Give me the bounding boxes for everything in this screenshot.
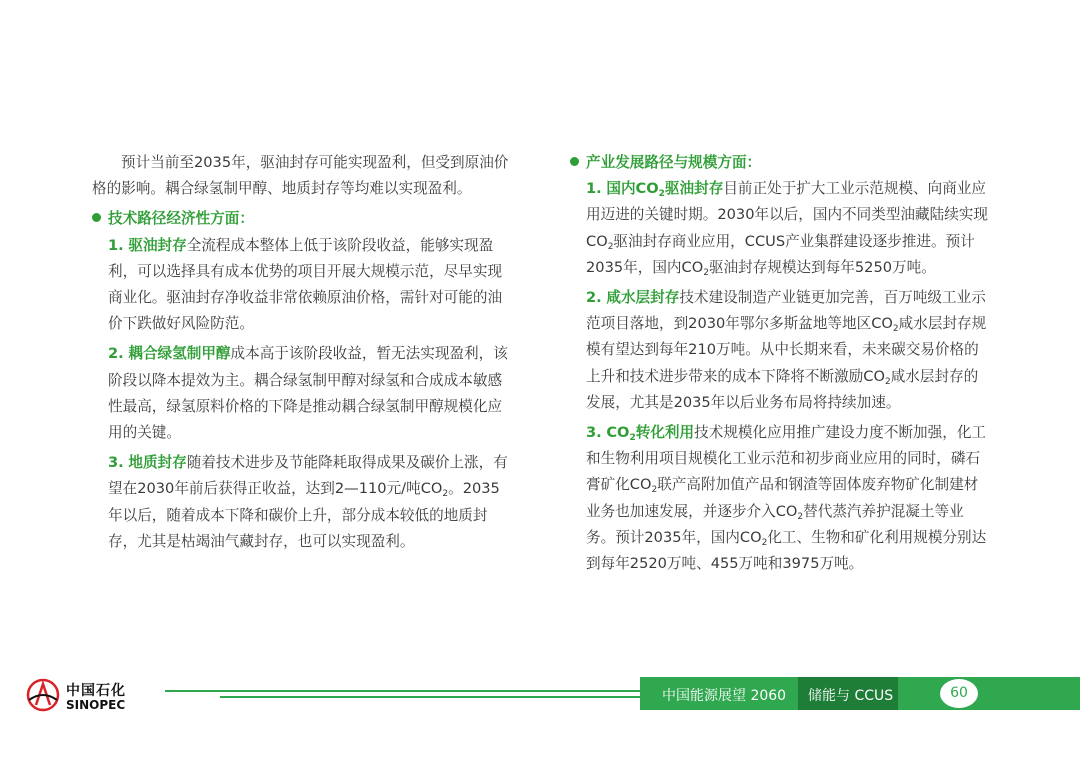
report-title: 中国能源展望 2060 bbox=[662, 688, 787, 704]
intro-paragraph: 预计当前至2035年，驱油封存可能实现盈利，但受到原油价格的影响。耦合绿氢制甲醇、地质封存等均难以实现盈利。 bbox=[92, 154, 509, 198]
logo-text-cn: 中国石化 bbox=[66, 683, 126, 699]
list-item: 3. $CO_2$转化利用技术规模化应用推广建设力度不断加强，化工和生物利用项目规模化工业示范和初步商业应用的同时，磷石膏矿化$CO_2$联产高附加值产品和钢渣等固体废弃物矿化制建材业务也加速发展，并逐步介入$CO_2$替代蒸汽养护混凝土等业务。预计2035年，国内$CO_2$化工、生物和矿化利用规模分别达到每年2520万吨、455万吨和3975万吨。 bbox=[586, 424, 987, 573]
sinopec-emblem-icon bbox=[26, 678, 60, 712]
section-heading-tech-economics: 技术路径经济性方面： bbox=[92, 206, 512, 232]
sinopec-logo bbox=[26, 676, 146, 716]
right-column bbox=[570, 150, 990, 577]
list-item: 3. 地质封存随着技术进步及节能降耗取得成果及碳价上涨，有望在2030年前后获得正收益，达到2—110元/吨$CO_2$。2035年以后，随着成本下降和碳价上升，部分成本较低的地质封存，尤其是枯竭油气藏封存，也可以实现盈利。 bbox=[108, 454, 508, 550]
bullet-icon bbox=[570, 157, 579, 166]
page-number: 60 bbox=[940, 679, 978, 708]
logo-text-en: SINOPEC bbox=[66, 698, 126, 712]
footer-bar bbox=[640, 677, 1080, 710]
section-tab bbox=[798, 677, 898, 710]
list-item: 2. 耦合绿氢制甲醇成本高于该阶段收益，暂无法实现盈利，该阶段以降本提效为主。耦合绿氢制甲醇对绿氢和合成成本敏感性最高，绿氢原料价格的下降是推动耦合绿氢制甲醇规模化应用的关键。 bbox=[108, 345, 508, 442]
section-heading-industry-path: 产业发展路径与规模方面： bbox=[570, 150, 990, 176]
list-item: 1. 国内$CO_2$驱油封存目前正处于扩大工业示范规模、向商业应用迈进的关键时期。2030年以后，国内不同类型油藏陆续实现$CO_2$驱油封存商业应用，CCUS产业集群建设逐步推进。预计2035年，国内$CO_2$驱油封存规模达到每年5250万吨。 bbox=[586, 180, 988, 278]
divider-line bbox=[220, 696, 640, 698]
list-item: 2. 咸水层封存技术建设制造产业链更加完善，百万吨级工业示范项目落地，到2030年鄂尔多斯盆地等地区$CO_2$咸水层封存规模有望达到每年210万吨。从中长期来看，未来碳交易价格的上升和技术进步带来的成本下降将不断激励$CO_2$咸水层封存的发展，尤其是2035年以后业务布局将持续加速。 bbox=[586, 289, 987, 411]
section-label: 储能与 CCUS bbox=[808, 688, 894, 704]
bullet-icon bbox=[92, 213, 101, 222]
left-column bbox=[92, 150, 512, 555]
list-item: 1. 驱油封存全流程成本整体上低于该阶段收益，能够实现盈利，可以选择具有成本优势的项目开展大规模示范，尽早实现商业化。驱油封存净收益非常依赖原油价格，需针对可能的油价下跌做好风险防范。 bbox=[108, 236, 503, 333]
divider-line bbox=[165, 690, 640, 692]
